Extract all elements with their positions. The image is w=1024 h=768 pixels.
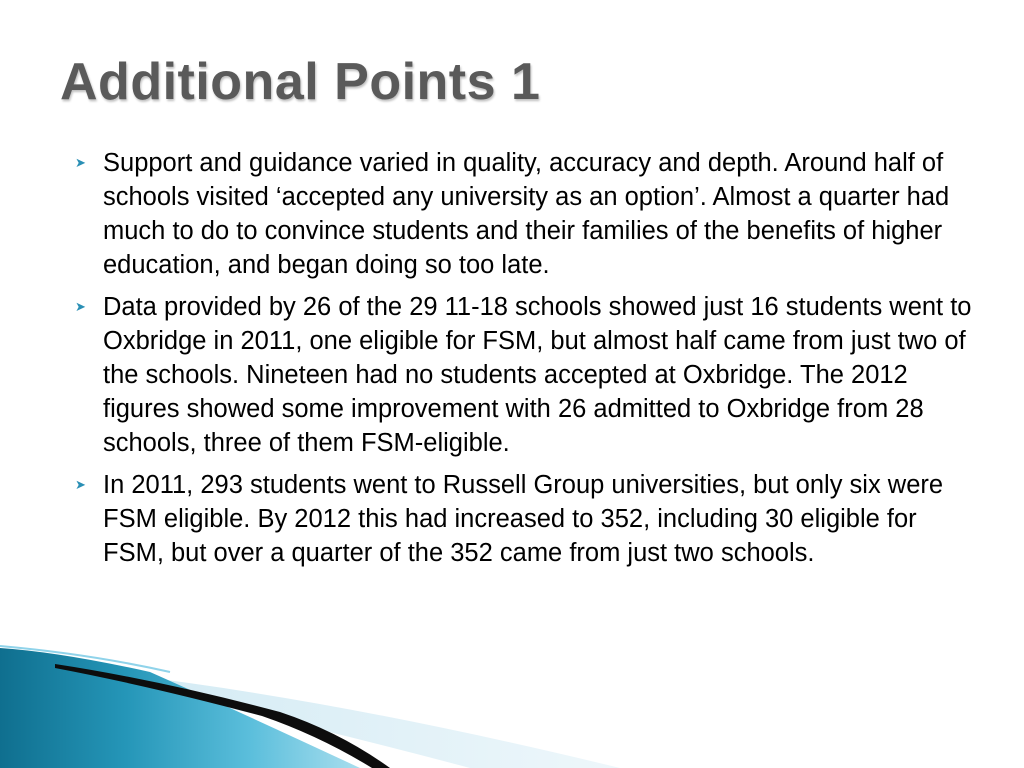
bullet-item (75, 468, 975, 570)
chevron-right-icon: ➤ (75, 299, 86, 314)
bullet-text: Support and guidance varied in quality, accuracy and depth. Around half of schools visited ‘accepted any university as an option’. Almost a quarter had much to do to convince students and their families of the benefits of higher education, and began doing so too late. (103, 149, 950, 279)
chevron-right-icon: ➤ (75, 155, 86, 170)
pale-swoosh-band (60, 668, 620, 768)
swoosh-highlight (0, 646, 170, 672)
bullet-text: In 2011, 293 students went to Russell Group universities, but only six were FSM eligible. By 2012 this had increased to 352, including 30 eligible for FSM, but over a quarter of the 352 came from just two schools. (103, 471, 944, 567)
bullet-text: Data provided by 26 of the 29 11-18 schools showed just 16 students went to Oxbridge in 2011, one eligible for FSM, but almost half came from just two of the schools. Nineteen had no students accepted at Oxbridge. The 2012 figures showed some improvement with 26 admitted to Oxbridge from 28 schools, three of them FSM-eligible. (103, 293, 972, 457)
bullet-item (75, 290, 975, 460)
slide-title: Additional Points 1 (60, 53, 541, 111)
chevron-right-icon: ➤ (75, 477, 86, 492)
bullet-list (75, 146, 975, 578)
dark-swoosh-stripe (55, 664, 390, 768)
teal-swoosh-band (0, 648, 360, 768)
bullet-item (75, 146, 975, 282)
